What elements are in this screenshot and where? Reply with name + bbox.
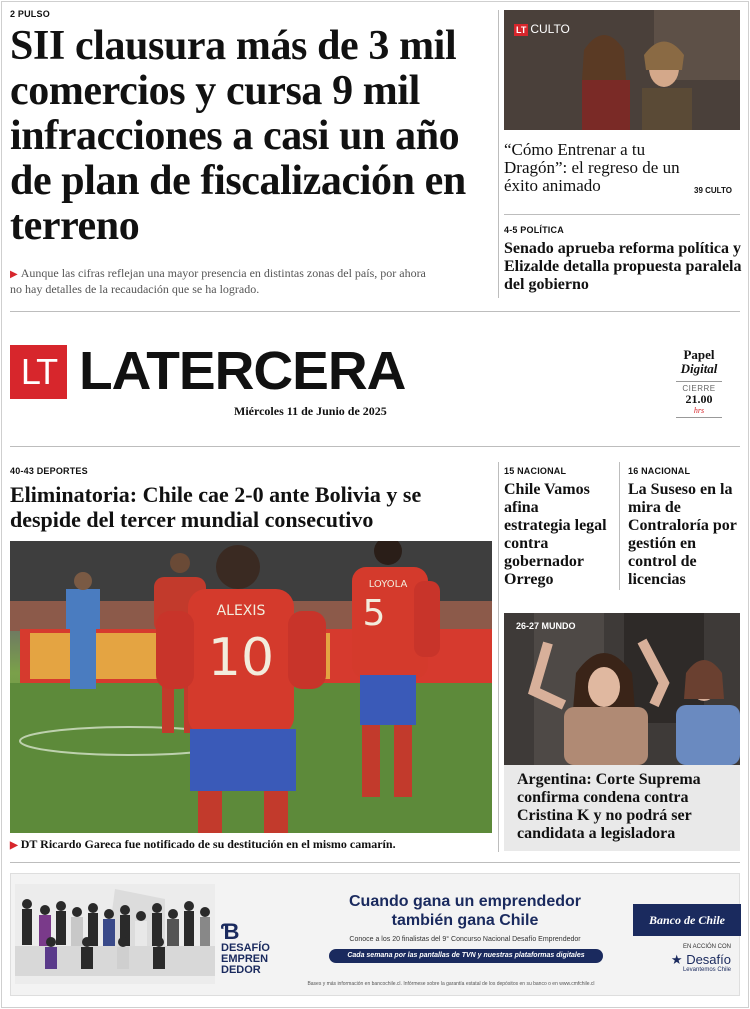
papel-digital-label <box>676 348 722 376</box>
bullet-triangle-icon: ▶ <box>10 840 18 851</box>
jersey-number-5: 5 <box>362 593 386 634</box>
column-divider <box>619 462 620 590</box>
nacional-1-kicker: 15 NACIONAL <box>504 466 567 476</box>
la-tercera-wordmark[interactable]: LATERCERA <box>79 341 406 401</box>
desafio-brand-logo <box>651 952 731 968</box>
culto-badge-label: CULTO <box>530 22 570 36</box>
deportes-caption <box>10 837 396 852</box>
cierre-label: CIERRE <box>682 384 716 393</box>
culto-lt-chip: LT <box>516 25 527 35</box>
ad-headline-line2: también gana Chile <box>391 912 539 929</box>
column-divider <box>498 10 499 298</box>
cierre-box <box>676 381 722 418</box>
ad-legal-text: Bases y más información en bancochile.cl. Infórmese sobre la garantía estatal de los depósitos en su banco o en www.cmfchile.cl <box>307 981 595 987</box>
column-divider <box>498 462 499 852</box>
mundo-photo-image <box>504 613 740 765</box>
nacional-1-headline[interactable]: Chile Vamos afina estrategia legal contra gobernador Orrego <box>504 481 607 588</box>
ad-desafio-logo <box>221 921 270 976</box>
lead-subhead-text: Aunque las cifras reflejan una mayor presencia en distintas zonas del país, por ahora no hay detalles de la recaudación que se ha logrado. <box>10 266 426 296</box>
star-icon: ★ <box>670 952 683 967</box>
cierre-unit: hrs <box>693 406 705 415</box>
edition-date: Miércoles 11 de Junio de 2025 <box>234 404 387 418</box>
masthead-top-rule <box>10 311 740 312</box>
ad-desafio-line1: DESAFÍO <box>221 942 270 954</box>
nacional-2-headline[interactable]: La Suseso en la mira de Contraloría por gestión en control de licencias <box>628 481 737 588</box>
culto-divider <box>504 214 740 215</box>
politica-kicker: 4-5 POLÍTICA <box>504 225 564 235</box>
politica-headline[interactable]: Senado aprueba reforma política y Elizalde detalla propuesta paralela del gobierno <box>504 240 742 293</box>
jersey-name-alexis: ALEXIS <box>216 603 266 619</box>
desafio-brand-text: Desafío <box>686 952 731 967</box>
masthead-bottom-rule <box>10 446 740 447</box>
deportes-kicker: 40-43 DEPORTES <box>10 466 88 476</box>
banco-de-chile-logo: Banco de Chile <box>633 904 741 936</box>
lead-subhead <box>10 266 430 297</box>
cierre-time: 21.00 <box>685 392 713 406</box>
lt-logo-mark[interactable]: LT <box>10 345 67 399</box>
levantemos-chile-label: Levantemos Chile <box>682 967 731 973</box>
culto-page-ref: 39 CULTO <box>694 186 732 195</box>
culto-badge <box>514 22 570 36</box>
nacional-2-kicker: 16 NACIONAL <box>628 466 691 476</box>
deportes-headline[interactable]: Eliminatoria: Chile cae 2-0 ante Bolivia y se despide del tercer mundial consecutivo <box>10 482 422 532</box>
ad-subtext: Conoce a los 20 finalistas del 9° Concurso Nacional Desafío Emprendedor <box>349 936 581 943</box>
ad-pill: Cada semana por las pantallas de TVN y nuestras plataformas digitales <box>329 949 603 963</box>
ad-people-photo <box>15 884 215 984</box>
mundo-kicker: 26-27 MUNDO <box>516 621 576 631</box>
ad-desafio-line2: EMPREN <box>221 953 269 965</box>
advertisement-banner[interactable] <box>10 873 740 996</box>
deportes-caption-text: DT Ricardo Gareca fue notificado de su destitución en el mismo camarín. <box>20 837 396 851</box>
deportes-photo[interactable] <box>10 541 492 833</box>
mundo-photo[interactable] <box>504 613 740 765</box>
pulso-kicker: 2 PULSO <box>10 9 50 19</box>
desafio-d-icon: Ɓ <box>221 919 240 944</box>
culto-headline[interactable]: “Cómo Entrenar a tu Dragón”: el regreso de un éxito animado <box>504 140 680 195</box>
deportes-photo-image <box>10 541 492 833</box>
jersey-number-10: 10 <box>207 628 275 688</box>
ad-headline <box>319 892 611 930</box>
mundo-headline[interactable]: Argentina: Corte Suprema confirma condena contra Cristina K y no podrá ser candidata a legisladora <box>517 771 701 842</box>
ad-desafio-line3: DEDOR <box>221 964 261 976</box>
ad-accion-label: EN ACCIÓN CON <box>682 944 731 950</box>
culto-photo[interactable] <box>504 10 740 130</box>
jersey-name-loyola: LOYOLA <box>368 579 408 590</box>
ad-top-rule <box>10 862 740 863</box>
digital-line: Digital <box>680 361 718 376</box>
bullet-triangle-icon: ▶ <box>10 269 18 280</box>
papel-line: Papel <box>683 347 715 362</box>
ad-headline-line1: Cuando gana un emprendedor <box>348 893 581 910</box>
lead-headline[interactable]: SII clausura más de 3 mil comercios y cursa 9 mil infracciones a casi un año de plan de fiscalización en terreno <box>10 23 466 249</box>
